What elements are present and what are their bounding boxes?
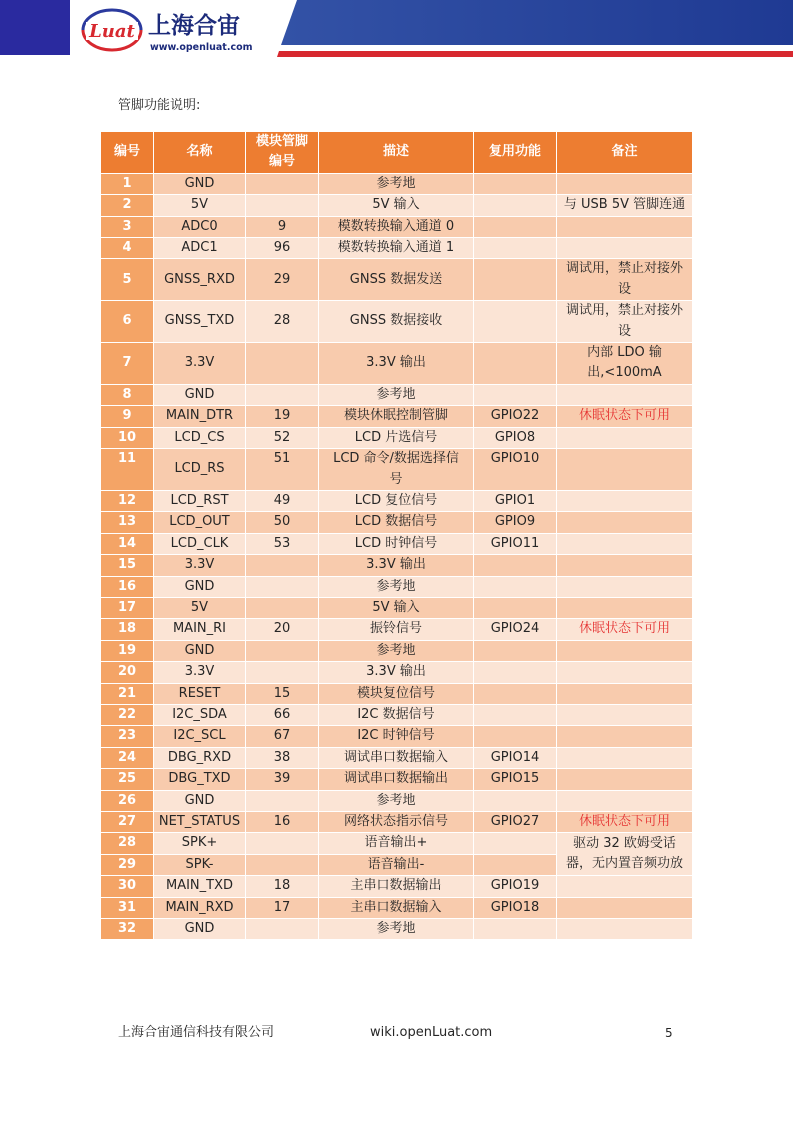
page-number: 5 — [665, 1026, 673, 1040]
header-red-rule — [277, 51, 793, 57]
header-band — [281, 0, 793, 45]
column-header-mux: 复用功能 — [474, 132, 557, 174]
cell-note: 休眠状态下可用 — [557, 406, 693, 427]
cell-note: 调试用，禁止对接外 设 — [557, 301, 693, 343]
cell-no: 30 — [101, 876, 154, 897]
cell-desc: 3.3V 输出 — [319, 555, 474, 576]
cell-note — [557, 876, 693, 897]
cell-pin — [246, 854, 319, 875]
cell-no: 32 — [101, 919, 154, 940]
cell-pin: 16 — [246, 812, 319, 833]
cell-no: 3 — [101, 216, 154, 237]
cell-mux — [474, 238, 557, 259]
cell-pin: 38 — [246, 747, 319, 768]
cell-no: 17 — [101, 597, 154, 618]
cell-name: MAIN_RXD — [154, 897, 246, 918]
table-row — [101, 812, 693, 833]
cell-no: 1 — [101, 173, 154, 194]
brand-website: www.openluat.com — [150, 42, 253, 53]
cell-desc: 振铃信号 — [319, 619, 474, 640]
header-left-block — [0, 0, 70, 55]
cell-mux — [474, 833, 557, 854]
table-row — [101, 238, 693, 259]
cell-name: LCD_CS — [154, 427, 246, 448]
cell-name: 5V — [154, 597, 246, 618]
cell-name: MAIN_RI — [154, 619, 246, 640]
cell-pin: 29 — [246, 259, 319, 301]
cell-pin: 39 — [246, 769, 319, 790]
table-header-row — [101, 132, 693, 174]
cell-no: 28 — [101, 833, 154, 854]
cell-pin: 20 — [246, 619, 319, 640]
column-header-pin: 模块管脚 编号 — [246, 132, 319, 174]
cell-pin: 17 — [246, 897, 319, 918]
cell-name: GND — [154, 384, 246, 405]
cell-no: 11 — [101, 449, 154, 491]
table-row — [101, 427, 693, 448]
table-row — [101, 747, 693, 768]
cell-pin — [246, 662, 319, 683]
cell-name: ADC1 — [154, 238, 246, 259]
cell-no: 31 — [101, 897, 154, 918]
cell-no: 25 — [101, 769, 154, 790]
brand-name: 上海合宙 — [148, 12, 240, 39]
cell-note — [557, 683, 693, 704]
cell-name: SPK+ — [154, 833, 246, 854]
cell-pin: 15 — [246, 683, 319, 704]
cell-note — [557, 919, 693, 940]
cell-note — [557, 769, 693, 790]
cell-name: GND — [154, 640, 246, 661]
cell-pin — [246, 555, 319, 576]
cell-pin: 50 — [246, 512, 319, 533]
cell-name: I2C_SDA — [154, 704, 246, 725]
cell-note — [557, 790, 693, 811]
cell-desc: GNSS 数据发送 — [319, 259, 474, 301]
cell-mux: GPIO18 — [474, 897, 557, 918]
cell-note — [557, 897, 693, 918]
cell-desc: 语音输出+ — [319, 833, 474, 854]
cell-desc: LCD 数据信号 — [319, 512, 474, 533]
table-row — [101, 216, 693, 237]
cell-mux — [474, 790, 557, 811]
cell-name: LCD_RST — [154, 490, 246, 511]
cell-no: 22 — [101, 704, 154, 725]
cell-pin: 19 — [246, 406, 319, 427]
cell-note — [557, 427, 693, 448]
cell-desc: 模块复位信号 — [319, 683, 474, 704]
cell-desc: 语音输出- — [319, 854, 474, 875]
table-row — [101, 704, 693, 725]
cell-pin — [246, 919, 319, 940]
cell-note — [557, 512, 693, 533]
cell-note-merged: 驱动 32 欧姆受话 器，无内置音频功放 — [557, 833, 693, 876]
cell-mux — [474, 726, 557, 747]
cell-name: MAIN_DTR — [154, 406, 246, 427]
cell-desc: 参考地 — [319, 919, 474, 940]
column-header-desc: 描述 — [319, 132, 474, 174]
cell-pin — [246, 597, 319, 618]
cell-no: 27 — [101, 812, 154, 833]
cell-mux: GPIO15 — [474, 769, 557, 790]
cell-note: 内部 LDO 输 出,<100mA — [557, 343, 693, 385]
cell-mux — [474, 854, 557, 875]
section-title: 管脚功能说明: — [118, 98, 201, 113]
table-row — [101, 662, 693, 683]
cell-name: ADC0 — [154, 216, 246, 237]
cell-note — [557, 533, 693, 554]
cell-note — [557, 747, 693, 768]
cell-desc: LCD 片选信号 — [319, 427, 474, 448]
cell-desc: 主串口数据输出 — [319, 876, 474, 897]
cell-mux — [474, 301, 557, 343]
cell-no: 16 — [101, 576, 154, 597]
cell-name: LCD_OUT — [154, 512, 246, 533]
cell-pin — [246, 195, 319, 216]
cell-note — [557, 662, 693, 683]
table-row — [101, 533, 693, 554]
cell-note — [557, 704, 693, 725]
cell-note — [557, 597, 693, 618]
cell-pin — [246, 790, 319, 811]
cell-desc: 参考地 — [319, 640, 474, 661]
cell-mux — [474, 683, 557, 704]
cell-mux — [474, 555, 557, 576]
table-row — [101, 876, 693, 897]
cell-desc: 主串口数据输入 — [319, 897, 474, 918]
table-row — [101, 490, 693, 511]
cell-desc: 参考地 — [319, 790, 474, 811]
table-header — [101, 132, 693, 174]
cell-mux — [474, 343, 557, 385]
cell-no: 13 — [101, 512, 154, 533]
cell-no: 24 — [101, 747, 154, 768]
cell-no: 6 — [101, 301, 154, 343]
table-row — [101, 259, 693, 301]
cell-no: 20 — [101, 662, 154, 683]
cell-name: GNSS_RXD — [154, 259, 246, 301]
cell-name: 5V — [154, 195, 246, 216]
cell-desc: 参考地 — [319, 384, 474, 405]
table-row — [101, 597, 693, 618]
luat-logo — [83, 10, 141, 50]
cell-pin: 51 — [246, 449, 319, 491]
table-row — [101, 301, 693, 343]
cell-no: 21 — [101, 683, 154, 704]
cell-mux — [474, 662, 557, 683]
cell-mux — [474, 919, 557, 940]
cell-note — [557, 555, 693, 576]
cell-no: 8 — [101, 384, 154, 405]
table-row — [101, 512, 693, 533]
cell-mux: GPIO24 — [474, 619, 557, 640]
cell-no: 7 — [101, 343, 154, 385]
cell-pin — [246, 640, 319, 661]
cell-name: GNSS_TXD — [154, 301, 246, 343]
pin-function-table — [100, 131, 693, 940]
cell-no: 2 — [101, 195, 154, 216]
cell-mux — [474, 173, 557, 194]
cell-mux — [474, 576, 557, 597]
cell-desc: LCD 命令/数据选择信 号 — [319, 449, 474, 491]
cell-name: NET_STATUS — [154, 812, 246, 833]
cell-name: GND — [154, 576, 246, 597]
cell-desc: GNSS 数据接收 — [319, 301, 474, 343]
cell-desc: 3.3V 输出 — [319, 662, 474, 683]
cell-mux — [474, 384, 557, 405]
cell-note: 休眠状态下可用 — [557, 619, 693, 640]
cell-pin — [246, 833, 319, 854]
cell-name: GND — [154, 790, 246, 811]
cell-mux: GPIO1 — [474, 490, 557, 511]
cell-note — [557, 640, 693, 661]
cell-note — [557, 173, 693, 194]
cell-pin: 52 — [246, 427, 319, 448]
cell-no: 19 — [101, 640, 154, 661]
cell-name: GND — [154, 919, 246, 940]
cell-note — [557, 490, 693, 511]
cell-pin: 96 — [246, 238, 319, 259]
table-row — [101, 726, 693, 747]
table-row — [101, 640, 693, 661]
cell-mux: GPIO11 — [474, 533, 557, 554]
cell-no: 4 — [101, 238, 154, 259]
cell-mux: GPIO8 — [474, 427, 557, 448]
cell-desc: 参考地 — [319, 173, 474, 194]
footer-website: wiki.openLuat.com — [370, 1025, 493, 1040]
cell-pin: 28 — [246, 301, 319, 343]
cell-mux — [474, 597, 557, 618]
table-row — [101, 833, 693, 854]
cell-mux — [474, 704, 557, 725]
cell-name: MAIN_TXD — [154, 876, 246, 897]
cell-note — [557, 238, 693, 259]
cell-desc: 调试串口数据输出 — [319, 769, 474, 790]
table-row — [101, 555, 693, 576]
column-header-note: 备注 — [557, 132, 693, 174]
table-row — [101, 449, 693, 491]
cell-pin: 53 — [246, 533, 319, 554]
cell-mux — [474, 259, 557, 301]
cell-mux: GPIO9 — [474, 512, 557, 533]
cell-no: 29 — [101, 854, 154, 875]
table-row — [101, 343, 693, 385]
cell-desc: LCD 复位信号 — [319, 490, 474, 511]
cell-desc: 模数转换输入通道 0 — [319, 216, 474, 237]
cell-name: RESET — [154, 683, 246, 704]
cell-mux: GPIO10 — [474, 449, 557, 491]
cell-pin — [246, 384, 319, 405]
cell-no: 23 — [101, 726, 154, 747]
cell-desc: 调试串口数据输入 — [319, 747, 474, 768]
cell-pin: 18 — [246, 876, 319, 897]
cell-no: 9 — [101, 406, 154, 427]
cell-desc: 模块休眠控制管脚 — [319, 406, 474, 427]
cell-desc: 5V 输入 — [319, 597, 474, 618]
cell-pin: 66 — [246, 704, 319, 725]
cell-note — [557, 216, 693, 237]
cell-name: SPK- — [154, 854, 246, 875]
cell-mux: GPIO22 — [474, 406, 557, 427]
cell-no: 14 — [101, 533, 154, 554]
cell-desc: I2C 时钟信号 — [319, 726, 474, 747]
cell-note: 调试用，禁止对接外 设 — [557, 259, 693, 301]
cell-note — [557, 384, 693, 405]
cell-desc: I2C 数据信号 — [319, 704, 474, 725]
table-body — [101, 173, 693, 940]
table-row — [101, 619, 693, 640]
table-row — [101, 790, 693, 811]
cell-pin: 67 — [246, 726, 319, 747]
cell-pin: 49 — [246, 490, 319, 511]
table-row — [101, 384, 693, 405]
cell-mux — [474, 216, 557, 237]
cell-name: 3.3V — [154, 662, 246, 683]
cell-desc: 5V 输入 — [319, 195, 474, 216]
cell-name: DBG_TXD — [154, 769, 246, 790]
table-row — [101, 173, 693, 194]
table-row — [101, 897, 693, 918]
table-row — [101, 406, 693, 427]
cell-name: GND — [154, 173, 246, 194]
cell-no: 15 — [101, 555, 154, 576]
table-row — [101, 576, 693, 597]
cell-mux: GPIO27 — [474, 812, 557, 833]
cell-no: 12 — [101, 490, 154, 511]
cell-no: 5 — [101, 259, 154, 301]
table-row — [101, 195, 693, 216]
cell-no: 26 — [101, 790, 154, 811]
cell-note — [557, 726, 693, 747]
cell-pin — [246, 343, 319, 385]
page-header — [0, 0, 793, 60]
column-header-name: 名称 — [154, 132, 246, 174]
cell-no: 18 — [101, 619, 154, 640]
logo-text: Luat — [89, 21, 135, 42]
cell-desc: LCD 时钟信号 — [319, 533, 474, 554]
cell-desc: 参考地 — [319, 576, 474, 597]
cell-note — [557, 576, 693, 597]
table-row — [101, 769, 693, 790]
cell-desc: 模数转换输入通道 1 — [319, 238, 474, 259]
column-header-no: 编号 — [101, 132, 154, 174]
cell-desc: 3.3V 输出 — [319, 343, 474, 385]
cell-pin: 9 — [246, 216, 319, 237]
footer-company: 上海合宙通信科技有限公司 — [118, 1025, 275, 1040]
cell-name: DBG_RXD — [154, 747, 246, 768]
cell-pin — [246, 173, 319, 194]
cell-name: I2C_SCL — [154, 726, 246, 747]
cell-no: 10 — [101, 427, 154, 448]
cell-mux: GPIO19 — [474, 876, 557, 897]
cell-mux — [474, 195, 557, 216]
cell-note: 休眠状态下可用 — [557, 812, 693, 833]
cell-name: LCD_RS — [154, 449, 246, 491]
cell-pin — [246, 576, 319, 597]
cell-name: 3.3V — [154, 343, 246, 385]
table-row — [101, 683, 693, 704]
table-row — [101, 919, 693, 940]
cell-name: LCD_CLK — [154, 533, 246, 554]
cell-mux — [474, 640, 557, 661]
cell-note: 与 USB 5V 管脚连通 — [557, 195, 693, 216]
cell-mux: GPIO14 — [474, 747, 557, 768]
cell-desc: 网络状态指示信号 — [319, 812, 474, 833]
cell-note — [557, 449, 693, 491]
cell-name: 3.3V — [154, 555, 246, 576]
